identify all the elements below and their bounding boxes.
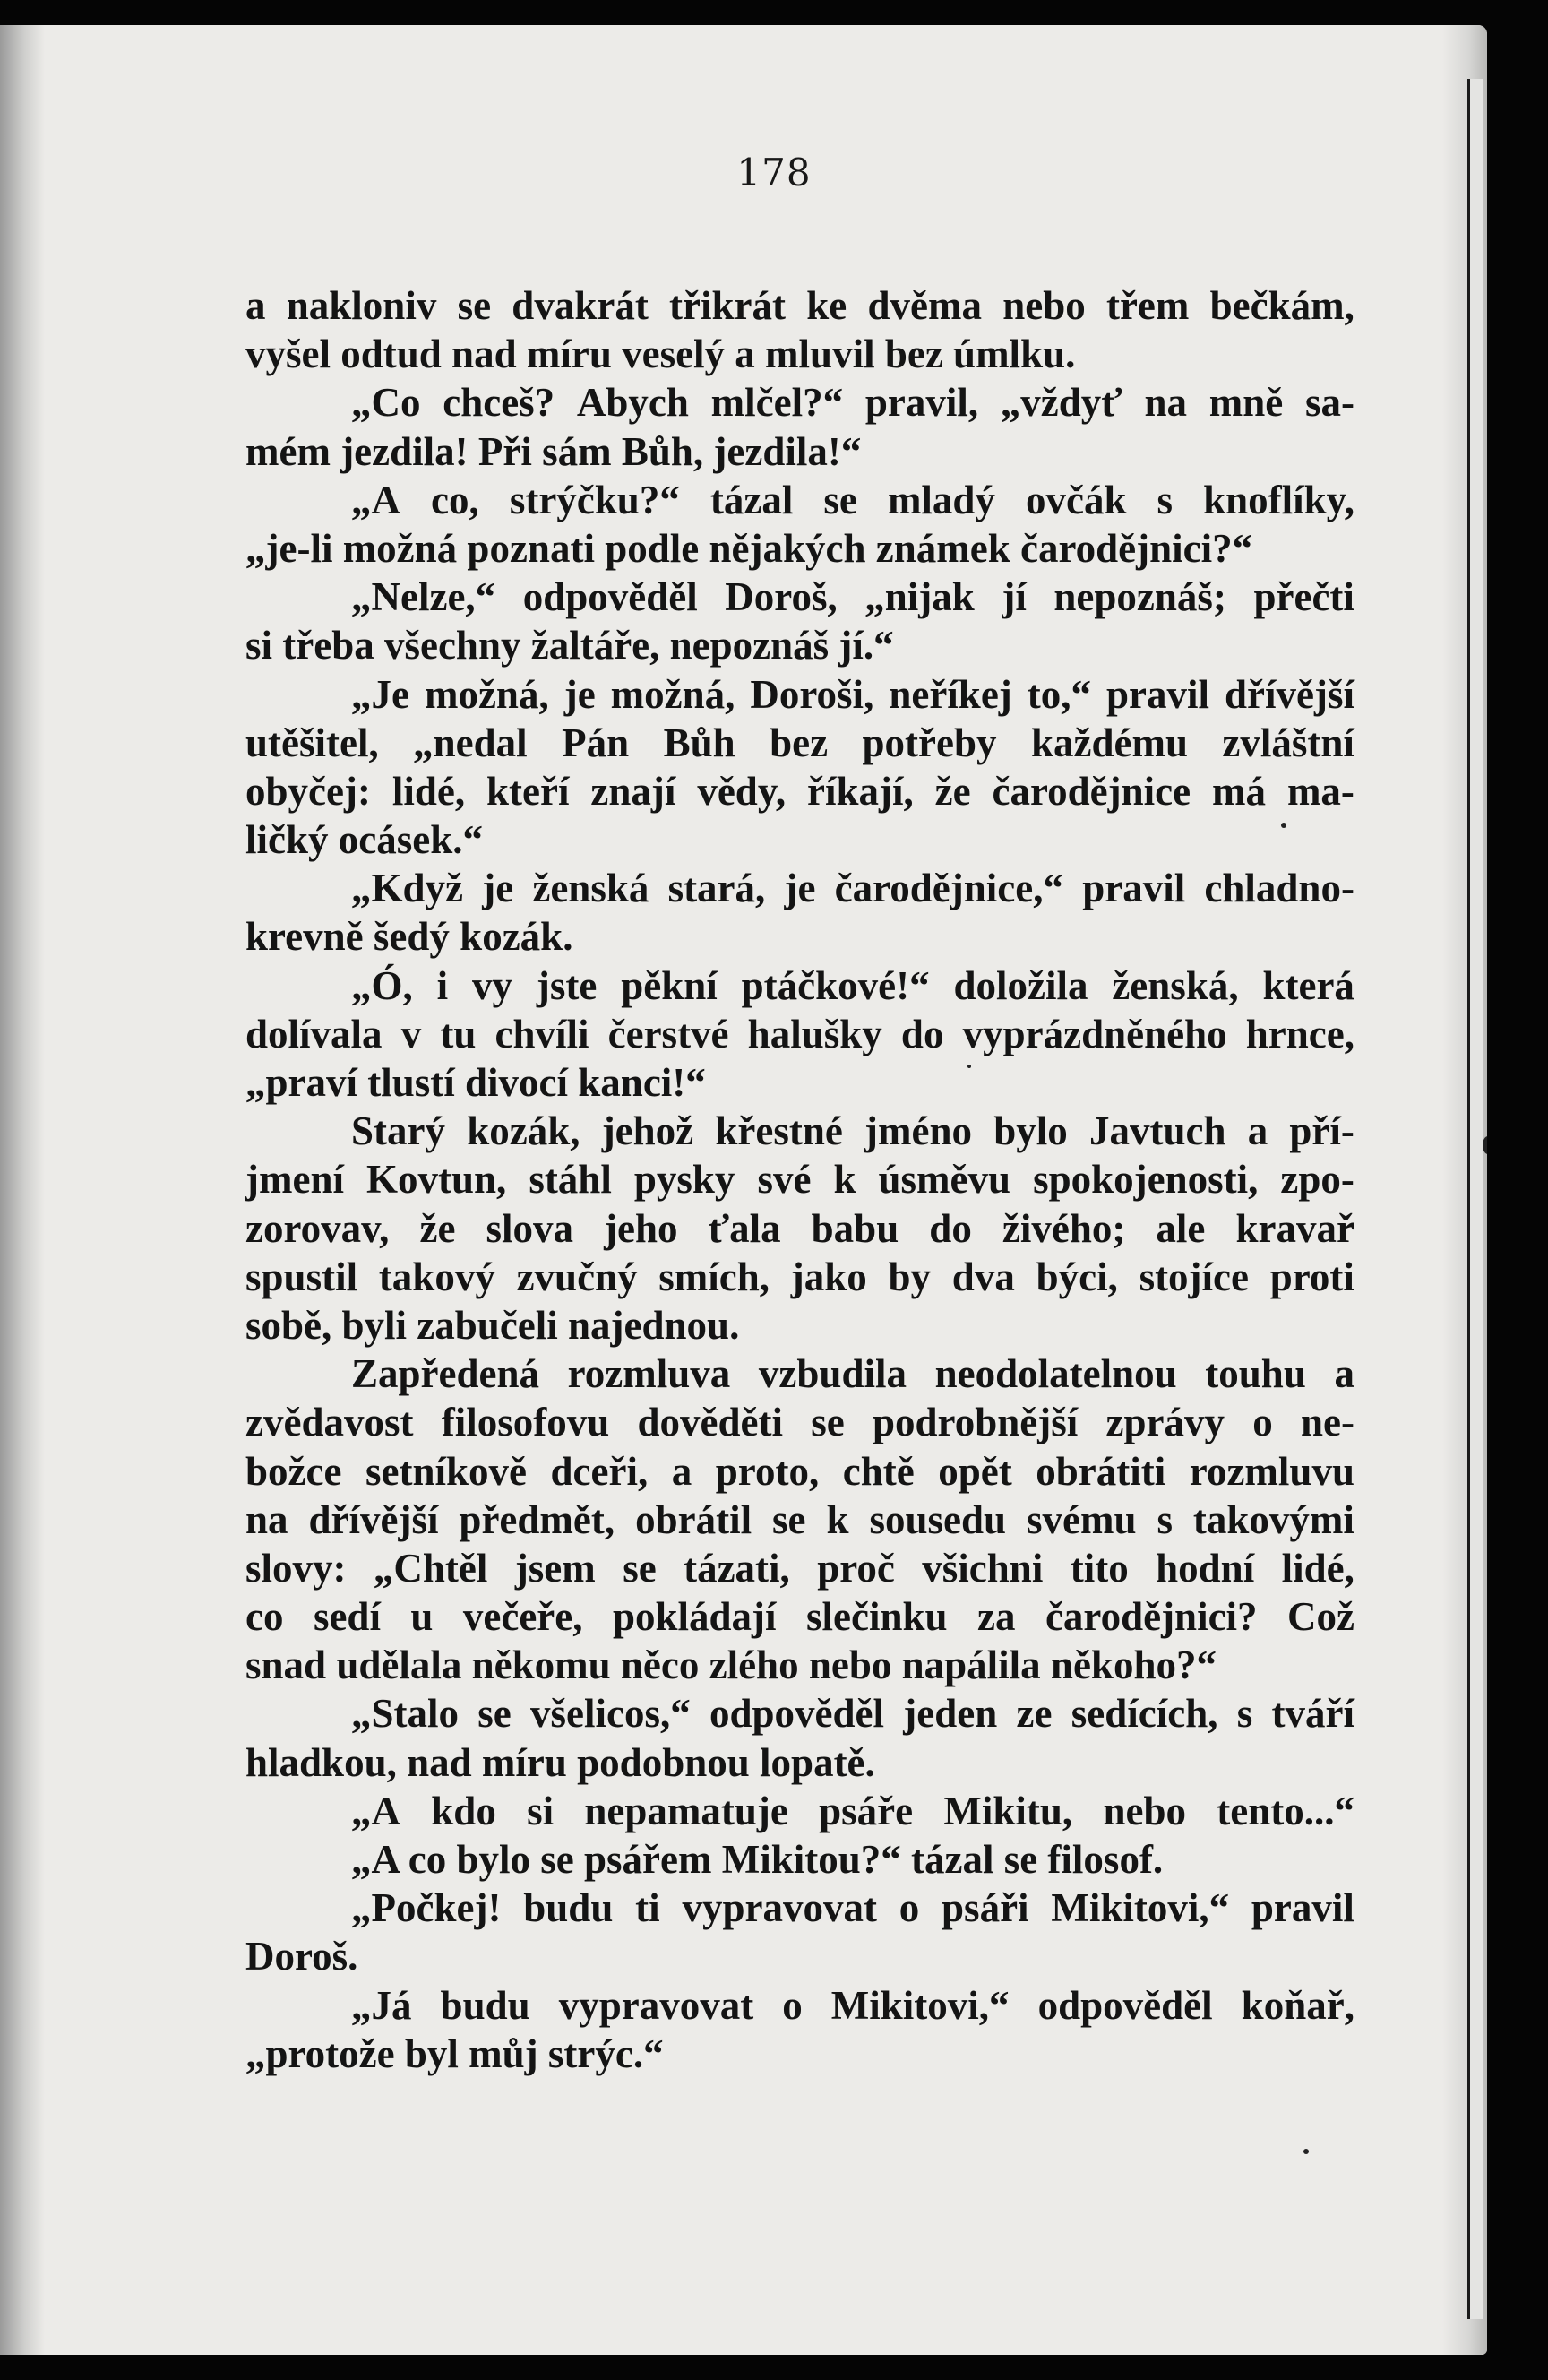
gutter-shadow xyxy=(0,25,45,2355)
word: o xyxy=(782,1982,803,2028)
text-line: sobě, byli zabučeli najednou. xyxy=(245,1302,740,1348)
word: potřeby xyxy=(862,720,997,765)
word: dva xyxy=(951,1254,1015,1299)
text-line: „je-li možná poznati podle nějakých známek čarodějnici?“ xyxy=(245,525,1253,571)
word: se xyxy=(457,283,492,328)
word: „A xyxy=(351,1788,400,1833)
word: Doroši, xyxy=(750,671,874,717)
text-line: Doroš. xyxy=(245,1934,358,1979)
word: a xyxy=(1247,1108,1268,1154)
word: bez xyxy=(770,720,829,765)
text-line: „A co bylo se psářem Mikitou?“ tázal se filosof. xyxy=(351,1837,1164,1882)
word: stará, xyxy=(667,866,766,911)
text-line xyxy=(245,719,1354,767)
text-line xyxy=(245,1253,1354,1301)
word: o xyxy=(1252,1400,1273,1445)
word: říkají, xyxy=(807,768,914,814)
word: nakloniv xyxy=(286,283,437,328)
word: pravil xyxy=(1106,671,1210,717)
word: „nedal xyxy=(413,720,528,765)
word: co xyxy=(245,1594,284,1640)
word: stáhl xyxy=(529,1157,612,1203)
word: „Co xyxy=(351,380,421,426)
word: pravil xyxy=(1251,1885,1354,1931)
word: touhu xyxy=(1205,1351,1306,1397)
text-line xyxy=(245,1544,1354,1592)
word: vědy, xyxy=(697,768,787,814)
word: „Když xyxy=(351,866,464,911)
word: to,“ xyxy=(1027,671,1092,717)
word: ke xyxy=(806,283,847,328)
word: ženská, xyxy=(1112,962,1239,1008)
word: svému xyxy=(1027,1496,1137,1542)
body-text xyxy=(245,281,1354,2078)
word: pří- xyxy=(1289,1108,1354,1154)
word: úsměvu xyxy=(878,1157,1011,1203)
text-line: si třeba všechny žaltáře, nepoznáš jí.“ xyxy=(245,623,894,668)
word: pěkní xyxy=(621,962,718,1008)
text-line xyxy=(245,1689,1354,1738)
word: se xyxy=(772,1496,806,1542)
word: Mikitu, xyxy=(943,1788,1073,1833)
word: spokojenosti, xyxy=(1033,1157,1259,1203)
word: se xyxy=(823,477,857,522)
word: nebo xyxy=(1002,283,1086,328)
word: své xyxy=(757,1157,812,1203)
text-line xyxy=(245,1010,1354,1058)
text-line: vyšel odtud nad míru veselý a mluvil bez úmlku. xyxy=(245,332,1076,377)
word: a xyxy=(245,283,266,328)
word: kdo xyxy=(431,1788,496,1833)
text-line xyxy=(245,1350,1354,1398)
word: mlčel?“ xyxy=(710,380,844,426)
word: kravař xyxy=(1235,1205,1354,1251)
word: ale xyxy=(1156,1205,1206,1251)
word: rozmluva xyxy=(567,1351,731,1397)
word: možná, xyxy=(424,671,549,717)
word: a xyxy=(671,1448,692,1494)
word: je xyxy=(784,866,816,911)
word: s xyxy=(1157,477,1174,522)
word: vyprázdněného xyxy=(962,1011,1227,1056)
word: Mikitovi,“ xyxy=(1051,1885,1230,1931)
word: odpověděl xyxy=(710,1691,885,1737)
word: dvakrát xyxy=(512,283,649,328)
word: k xyxy=(826,1496,849,1542)
ink-speck xyxy=(1303,2149,1309,2154)
text-line xyxy=(245,378,1354,427)
text-line xyxy=(245,1592,1354,1641)
word: hrnce, xyxy=(1245,1011,1354,1056)
word: obrátiti xyxy=(1036,1448,1166,1494)
word: lidé, xyxy=(1281,1545,1354,1591)
word: doložila xyxy=(953,962,1088,1008)
word: slova xyxy=(486,1205,573,1251)
word: bečkám, xyxy=(1209,283,1354,328)
word: Doroš, xyxy=(725,574,838,620)
text-line: hladkou, nad míru podobnou lopatě. xyxy=(245,1739,875,1785)
word: slečinku xyxy=(806,1594,948,1640)
text-line: „praví tlustí divocí kanci!“ xyxy=(245,1060,706,1105)
word: kteří xyxy=(486,768,570,814)
word: utěšitel, xyxy=(245,720,379,765)
word: opět xyxy=(938,1448,1012,1494)
word: tázal xyxy=(710,477,794,522)
word: „Nelze,“ xyxy=(351,574,496,620)
page-fore-edge xyxy=(1467,79,1483,2319)
word: tento...“ xyxy=(1217,1788,1354,1833)
word: mladý xyxy=(887,477,995,522)
text-line xyxy=(245,1155,1354,1203)
word: si xyxy=(527,1788,555,1833)
word: ne- xyxy=(1300,1400,1354,1445)
word: do xyxy=(900,1011,944,1056)
word: „nijak xyxy=(864,574,975,620)
word: jako xyxy=(790,1254,867,1299)
text-line xyxy=(245,1884,1354,1932)
word: o xyxy=(899,1885,920,1931)
text-line xyxy=(245,1981,1354,2030)
word: jmení xyxy=(245,1157,344,1203)
word: se xyxy=(477,1691,512,1737)
word: „Počkej! xyxy=(351,1885,502,1931)
word: by xyxy=(888,1254,932,1299)
word: zvědavost xyxy=(245,1400,414,1445)
text-line xyxy=(245,1398,1354,1446)
word: zvučný xyxy=(516,1254,638,1299)
word: býci, xyxy=(1036,1254,1118,1299)
word: chvíli xyxy=(494,1011,589,1056)
word: se xyxy=(811,1400,845,1445)
word: křestné xyxy=(715,1108,843,1154)
word: Bůh xyxy=(663,720,735,765)
word: odpověděl xyxy=(522,574,698,620)
word: sousedu xyxy=(869,1496,1007,1542)
word: setníkově xyxy=(365,1448,527,1494)
word: rozmluvu xyxy=(1189,1448,1354,1494)
word: vypravovat xyxy=(682,1885,877,1931)
word: tu xyxy=(440,1011,477,1056)
word: neodolatelnou xyxy=(934,1351,1177,1397)
word: možná, xyxy=(610,671,735,717)
word: je xyxy=(482,866,514,911)
word: sedí xyxy=(313,1594,381,1640)
word: podrobnější xyxy=(873,1400,1079,1445)
word: psáři xyxy=(942,1885,1029,1931)
word: nebo xyxy=(1103,1788,1186,1833)
word: pravil xyxy=(1082,866,1186,911)
text-line xyxy=(245,670,1354,719)
word: lidé, xyxy=(391,768,466,814)
word: zpo- xyxy=(1280,1157,1354,1203)
text-line: krevně šedý kozák. xyxy=(245,914,573,960)
text-line xyxy=(245,767,1354,815)
word: ti xyxy=(635,1885,660,1931)
word: odpověděl xyxy=(1037,1982,1213,2028)
word: halušky xyxy=(747,1011,882,1056)
word: všichni xyxy=(922,1545,1044,1591)
word: takovými xyxy=(1192,1496,1354,1542)
word: strýčku?“ xyxy=(509,477,680,522)
word: „Já xyxy=(351,1982,412,2028)
word: každému xyxy=(1030,720,1188,765)
word: pravil, xyxy=(864,380,979,426)
word: neříkej xyxy=(889,671,1012,717)
text-line xyxy=(245,1787,1354,1835)
word: sedících, xyxy=(1071,1691,1218,1737)
ink-speck xyxy=(1483,1136,1487,1154)
word: „A xyxy=(351,477,400,522)
word: Starý xyxy=(351,1108,445,1154)
word: dceři, xyxy=(550,1448,649,1494)
word: večeře, xyxy=(462,1594,583,1640)
word: je xyxy=(563,671,596,717)
word: slovy: xyxy=(245,1545,347,1591)
word: jméno xyxy=(864,1108,973,1154)
word: čarodějnice xyxy=(992,768,1191,814)
word: bylo xyxy=(993,1108,1068,1154)
word: knoflíky, xyxy=(1203,477,1354,522)
word: třem xyxy=(1105,283,1190,328)
word: přečti xyxy=(1253,574,1354,620)
word: ženská xyxy=(532,866,649,911)
word: stojíce xyxy=(1139,1254,1249,1299)
word: dřívější xyxy=(308,1496,439,1542)
word: jeho xyxy=(604,1205,678,1251)
word: Zapředená xyxy=(351,1351,540,1397)
word: chtě xyxy=(842,1448,915,1494)
word: kozák, xyxy=(467,1108,580,1154)
word: psáře xyxy=(819,1788,914,1833)
word: živého; xyxy=(1002,1205,1126,1251)
text-line: mém jezdila! Při sám Bůh, jezdila!“ xyxy=(245,428,862,474)
word: spustil xyxy=(245,1254,358,1299)
word: znají xyxy=(590,768,676,814)
word: „vždyť xyxy=(1000,380,1122,426)
word: proč xyxy=(817,1545,895,1591)
word: u xyxy=(410,1594,434,1640)
word: Což xyxy=(1287,1594,1354,1640)
word: Javtuch xyxy=(1088,1108,1226,1154)
word: všelicos,“ xyxy=(530,1691,691,1737)
word: se xyxy=(623,1545,657,1591)
text-line: snad udělala někomu něco zlého nebo napálila někoho?“ xyxy=(245,1643,1217,1688)
text-line xyxy=(245,1107,1354,1155)
word: zvláštní xyxy=(1222,720,1354,765)
word: jí xyxy=(1002,574,1027,620)
word: obrátil xyxy=(635,1496,752,1542)
word: že xyxy=(419,1205,456,1251)
page-number: 178 xyxy=(736,151,812,194)
word: za xyxy=(977,1594,1016,1640)
word: co, xyxy=(431,477,479,522)
word: obyčej: xyxy=(245,768,371,814)
word: dolívala xyxy=(245,1011,383,1056)
text-line xyxy=(245,573,1354,621)
word: čarodějnice,“ xyxy=(834,866,1063,911)
word: chceš? xyxy=(443,380,555,426)
word: i xyxy=(436,962,449,1008)
word: třikrát xyxy=(669,283,786,328)
word: ťala xyxy=(708,1205,781,1251)
word: smích, xyxy=(658,1254,770,1299)
word: předmět, xyxy=(459,1496,615,1542)
text-line xyxy=(245,1496,1354,1544)
word: do xyxy=(929,1205,972,1251)
word: filosofovu xyxy=(441,1400,610,1445)
word: hodní xyxy=(1156,1545,1255,1591)
word: v xyxy=(400,1011,422,1056)
word: pokládají xyxy=(612,1594,777,1640)
word: nepamatuje xyxy=(584,1788,788,1833)
word: čerstvé xyxy=(607,1011,729,1056)
word: „Je xyxy=(351,671,409,717)
word: sa- xyxy=(1304,380,1354,426)
word: s xyxy=(1157,1496,1173,1542)
word: tázati, xyxy=(684,1545,790,1591)
word: budu xyxy=(523,1885,614,1931)
text-line xyxy=(245,281,1354,330)
word: ze xyxy=(1016,1691,1053,1737)
word: dřívější xyxy=(1225,671,1354,717)
word: božce xyxy=(245,1448,342,1494)
text-line: ličký ocásek.“ xyxy=(245,817,483,863)
text-line xyxy=(245,476,1354,524)
word: pysky xyxy=(633,1157,735,1203)
word: tváří xyxy=(1271,1691,1354,1737)
word: k xyxy=(833,1157,856,1203)
word: chladno- xyxy=(1204,866,1354,911)
word: proti xyxy=(1269,1254,1354,1299)
word: na xyxy=(1144,380,1187,426)
word: dověděti xyxy=(637,1400,783,1445)
text-line: „protože byl můj strýc.“ xyxy=(245,2031,664,2076)
word: takový xyxy=(378,1254,495,1299)
word: vypravovat xyxy=(558,1982,754,2028)
word: Pán xyxy=(562,720,630,765)
word: jeden xyxy=(903,1691,998,1737)
word: zprávy xyxy=(1105,1400,1225,1445)
word: že xyxy=(934,768,971,814)
word: na xyxy=(245,1496,288,1542)
word: zorovav, xyxy=(245,1205,390,1251)
text-line xyxy=(245,1204,1354,1253)
word: jsem xyxy=(514,1545,596,1591)
word: vy xyxy=(472,962,512,1008)
word: koňař, xyxy=(1241,1982,1354,2028)
word: dvěma xyxy=(867,283,982,328)
text-line xyxy=(245,864,1354,912)
word: babu xyxy=(811,1205,899,1251)
word: vzbudila xyxy=(758,1351,907,1397)
word: jste xyxy=(536,962,598,1008)
text-line xyxy=(245,1447,1354,1496)
word: tito xyxy=(1070,1545,1129,1591)
word: „Ó, xyxy=(351,962,413,1008)
word: „Chtěl xyxy=(373,1545,488,1591)
word: která xyxy=(1262,962,1354,1008)
word: má xyxy=(1212,768,1267,814)
word: mně xyxy=(1208,380,1284,426)
word: ma- xyxy=(1286,768,1354,814)
word: s xyxy=(1236,1691,1253,1737)
word: Kovtun, xyxy=(366,1157,507,1203)
word: Abych xyxy=(576,380,689,426)
word: proto, xyxy=(715,1448,820,1494)
word: ovčák xyxy=(1026,477,1127,522)
word: čarodějnici? xyxy=(1045,1594,1258,1640)
word: nepoznáš; xyxy=(1054,574,1226,620)
word: „Stalo xyxy=(351,1691,460,1737)
text-line xyxy=(245,961,1354,1010)
word: ptáčkové!“ xyxy=(741,962,930,1008)
word: a xyxy=(1334,1351,1354,1397)
word: Mikitovi,“ xyxy=(830,1982,1010,2028)
word: jehož xyxy=(601,1108,694,1154)
word: budu xyxy=(440,1982,530,2028)
